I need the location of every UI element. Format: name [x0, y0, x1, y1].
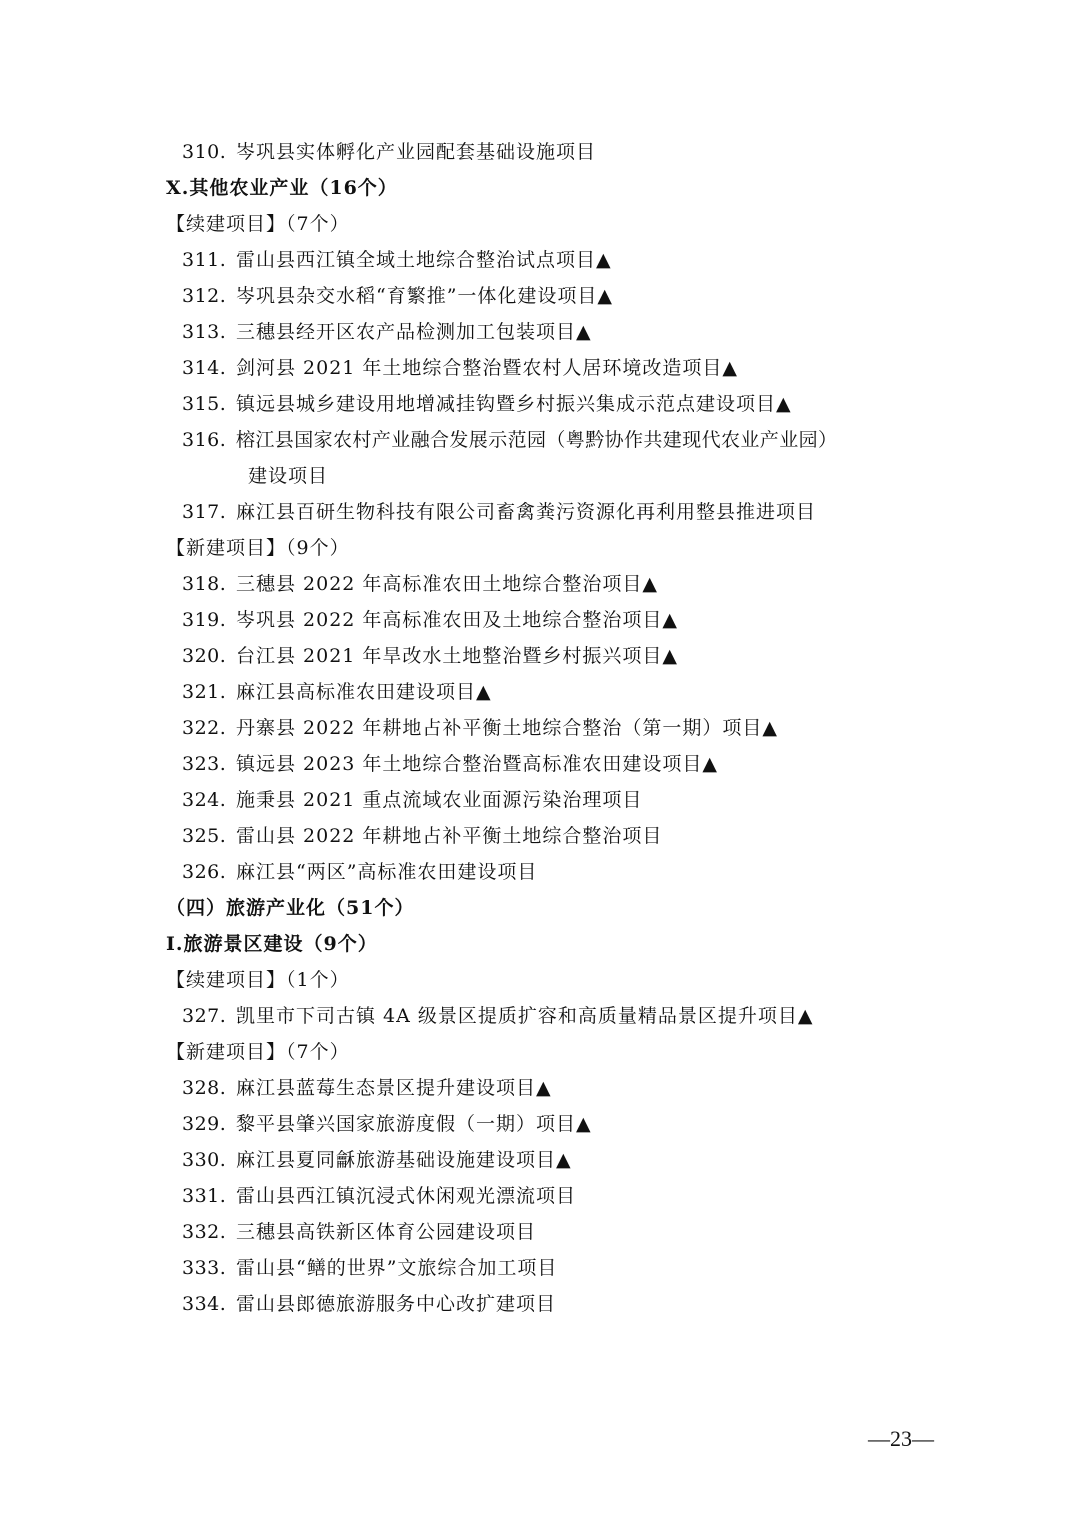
list-item: 324. 施秉县 2021 重点流域农业面源污染治理项目 [182, 789, 643, 811]
list-item: 328. 麻江县蓝莓生态景区提升建设项目▲ [182, 1077, 552, 1099]
list-item-continuation: 建设项目 [248, 465, 329, 487]
section-heading: X.其他农业产业（16个） [166, 177, 398, 199]
list-item: 315. 镇远县城乡建设用地增减挂钩暨乡村振兴集成示范点建设项目▲ [182, 393, 792, 415]
list-item: 317. 麻江县百研生物科技有限公司畜禽粪污资源化再利用整县推进项目 [182, 501, 817, 523]
list-item: 323. 镇远县 2023 年土地综合整治暨高标准农田建设项目▲ [182, 753, 719, 775]
list-item: 334. 雷山县郎德旅游服务中心改扩建项目 [182, 1293, 557, 1315]
list-item: 313. 三穗县经开区农产品检测加工包装项目▲ [182, 321, 592, 343]
list-item: 312. 岑巩县杂交水稻“育繁推”一体化建设项目▲ [182, 285, 614, 307]
list-item: 326. 麻江县“两区”高标准农田建设项目 [182, 861, 538, 883]
list-item: 332. 三穗县高铁新区体育公园建设项目 [182, 1221, 537, 1243]
list-item: 316. 榕江县国家农村产业融合发展示范园（粤黔协作共建现代农业产业园） [182, 429, 838, 451]
list-item: 310. 岑巩县实体孵化产业园配套基础设施项目 [182, 141, 597, 163]
list-item: 325. 雷山县 2022 年耕地占补平衡土地综合整治项目 [182, 825, 663, 847]
list-item: 318. 三穗县 2022 年高标准农田土地综合整治项目▲ [182, 573, 659, 595]
subsection-label: 【续建项目】（1个） [166, 969, 350, 991]
list-item: 330. 麻江县夏同龢旅游基础设施建设项目▲ [182, 1149, 572, 1171]
list-item: 319. 岑巩县 2022 年高标准农田及土地综合整治项目▲ [182, 609, 679, 631]
list-item: 311. 雷山县西江镇全域土地综合整治试点项目▲ [182, 249, 612, 271]
list-item: 333. 雷山县“鳝的世界”文旅综合加工项目 [182, 1257, 558, 1279]
subsection-label: 【续建项目】（7个） [166, 213, 350, 235]
section-heading: I.旅游景区建设（9个） [166, 933, 378, 955]
page-number: —23— [868, 1426, 934, 1451]
list-item: 320. 台江县 2021 年旱改水土地整治暨乡村振兴项目▲ [182, 645, 679, 667]
section-heading: （四）旅游产业化（51个） [166, 897, 415, 919]
list-item: 322. 丹寨县 2022 年耕地占补平衡土地综合整治（第一期）项目▲ [182, 717, 779, 739]
list-item: 329. 黎平县肇兴国家旅游度假（一期）项目▲ [182, 1113, 592, 1135]
list-item: 331. 雷山县西江镇沉浸式休闲观光漂流项目 [182, 1185, 577, 1207]
list-item: 314. 剑河县 2021 年土地综合整治暨农村人居环境改造项目▲ [182, 357, 739, 379]
subsection-label: 【新建项目】（7个） [166, 1041, 350, 1063]
subsection-label: 【新建项目】（9个） [166, 537, 350, 559]
list-item: 321. 麻江县高标准农田建设项目▲ [182, 681, 492, 703]
list-item: 327. 凯里市下司古镇 4A 级景区提质扩容和高质量精品景区提升项目▲ [182, 1005, 814, 1027]
